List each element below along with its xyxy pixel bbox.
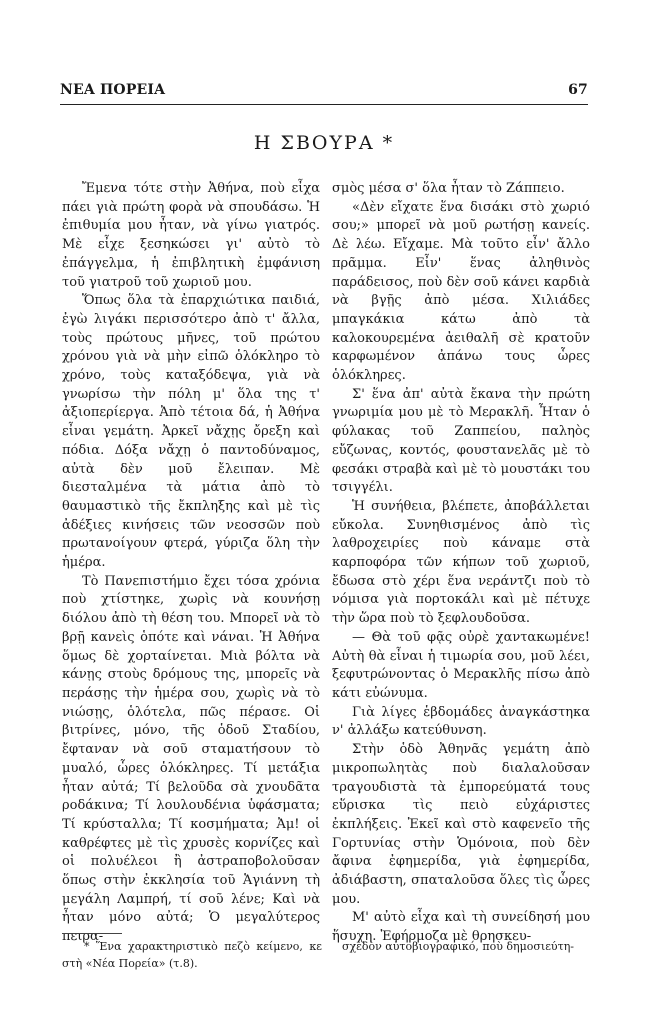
paragraph: Σ' ἕνα ἀπ' αὐτὰ ἔκανα τὴν πρώτη γνωριμία μου μὲ τὸ Μερακλῆ. Ἦταν ὁ φύλακας τοῦ Ζαππείου, παληὸς εὔζωνας, κοντός, φουστανελᾶς μὲ τὸ φεσάκι στραβὰ καὶ μὲ τὸ μουστάκι του τσιγγέλι.	[332, 386, 590, 496]
paragraph: Στὴν ὁδὸ Ἀθηνᾶς γεμάτη ἀπὸ μικροπωλητὰς ποὺ διαλαλοῦσαν τραγουδιστὰ τὰ ἐμπορεύματά τους εὕρισκα τὶς πειὸ εὐχάριστες ἐκπλήξεις. Ἐκεῖ καὶ στὸ καφενεῖο τῆς Γορτυνίας στὴν Ὁμόνοια, ποὺ δὲν ἄφινα ἐφημερίδα, γιὰ ἐφημερίδα, ἀδιάβαστη, σπαταλοῦσα ὅλες τὶς ὧρες μου.	[332, 742, 590, 907]
paragraph: σμὸς μέσα σ' ὅλα ἦταν τὸ Ζάππειο.	[332, 181, 565, 196]
footnote-left: * Ἕνα χαρακτηριστικὸ πεζὸ κείμενο, κε στὴ «Νέα Πορεία» (τ.8).	[62, 940, 322, 970]
right-column	[332, 180, 590, 947]
paragraph: Ἡ συνήθεια, βλέπετε, ἀποβάλλεται εὔκολα. Συνηθισμένος ἀπὸ τὶς λαθροχειρίες ποὺ κάναμε στὰ καρποφόρα τῶν κήπων τοῦ χωριοῦ, ἔδωσα στὸ χέρι ἕνα νεράντζι ποὺ τὸ νόμισα γιὰ πορτοκάλι καὶ μὲ πέτυχε τὴν ὥρα ποὺ τὸ ξεφλουδοῦσα.	[332, 498, 590, 627]
running-head	[60, 82, 588, 104]
paragraph: — Θὰ τοῦ φᾷς οὐρὲ χαντακωμένε! Αὐτὴ θὰ εἶναι ἡ τιμωρία σου, μοῦ λέει, ξεφυτρώνοντας ὁ Μερακλῆς πίσω ἀπὸ κάτι εὐώνυμα.	[332, 629, 590, 701]
footnote-rule	[62, 933, 122, 934]
paragraph: Ἔμενα τότε στὴν Ἀθήνα, ποὺ εἶχα πάει γιὰ πρώτη φορὰ νὰ σπουδάσω. Ἡ ἐπιθυμία μου ἦταν, νὰ γίνω γιατρός. Μὲ εἶχε ξεσηκώσει γι' αὐτὸ τὸ ἐπάγγελμα, ἡ ἐπιβλητικὴ ἐμφάνιση τοῦ γιατροῦ τοῦ χωριοῦ μου.	[62, 181, 320, 290]
paragraph: Τὸ Πανεπιστήμιο ἔχει τόσα χρόνια ποὺ χτίστηκε, χωρὶς νὰ κουνήσῃ διόλου ἀπὸ τὴ θέση του. Μπορεῖ νὰ τὸ βρῇ κανεὶς ὁπότε καὶ νάναι. Ἡ Ἀθήνα ὅμως δὲ χορταίνεται. Μιὰ βόλτα νὰ κάνῃς στοὺς δρόμους της, μπορεῖς νὰ περάσῃς τὴν ἡμέρα σου, χωρὶς νὰ τὸ νιώσῃς, ὁλότελα, πῶς πέρασε. Οἱ βιτρίνες, μόνο, τῆς ὁδοῦ Σταδίου, ἔφταναν νὰ σοῦ σταματήσουν τὸ μυαλό, ὧρες ὁλόκληρες. Τί μετάξια ἦταν αὐτά; Τί βελοῦδα σὰ χνουδᾶτα ροδάκινα; Τί λουλουδένια ὑφάσματα; Τί κρύσταλλα; Τί κοσμήματα; Ἀμ! οἱ καθρέφτες μὲ τὶς χρυσὲς κορνίζες καὶ οἱ πολυέλεοι ἢ ἀστραποβολοῦσαν ὅπως στὴν ἐκκλησία τοῦ Ἁγιάννη τὴ μεγάλη Λαμπρή, τί σοῦ λένε; Καὶ νὰ ἦταν μόνο αὐτά; Ὁ μεγαλύτερος πειρα-	[62, 573, 320, 945]
paragraph: Γιὰ λίγες ἑβδομάδες ἀναγκάστηκα ν' ἀλλάξω κατεύθυνση.	[332, 704, 590, 739]
journal-name: ΝΕΑ ΠΟΡΕΙΑ	[60, 82, 166, 98]
paragraph: Ὅπως ὅλα τὰ ἐπαρχιώτικα παιδιά, ἐγὼ λιγάκι περισσότερο ἀπὸ τ' ἄλλα, τοὺς πρώτους μῆνες, τοῦ πρώτου χρόνου γιὰ νὰ μὴν εἰπῶ ὁλόκληρο τὸ χρόνο, τοὺς καταξόδεψα, γιὰ νὰ γνωρίσω τὴν πόλη μ' ὅλα της τ' ἀξιοπερίεργα. Ἀπὸ τέτοια δά, ἡ Ἀθήνα εἶναι γεμάτη. Ἀρκεῖ νἄχῃς ὄρεξη καὶ πόδια. Δόξα νἄχῃ ὁ παντοδύναμος, αὐτὰ δὲν μοῦ ἔλειπαν. Μὲ διεσταλμένα τὰ μάτια ἀπὸ τὸ θαυμαστικὸ τῆς ἔκπληξης καὶ μὲ τὶς ἀδέξιες κινήσεις τῶν νεοσσῶν ποὺ πρωτανοίγουν φτερά, γύριζα ὅλη τὴν ἡμέρα.	[62, 293, 320, 571]
paragraph: Μ' αὐτὸ εἶχα καὶ τὴ συνείδησή μου ἥσυχη. Ἐφήρμοζα μὲ θρησκευ-	[332, 910, 590, 945]
page-number: 67	[568, 82, 588, 98]
paragraph: «Δὲν εἴχατε ἕνα δισάκι στὸ χωριό σου;» μπορεῖ νὰ μοῦ ρωτήσῃ κανείς. Δὲ λέω. Εἴχαμε. Μὰ τοῦτο εἶν' ἄλλο πρᾶμμα. Εἶν' ἕνας ἀληθινὸς παράδεισος, ποὺ δὲν σοῦ κάνει καρδιὰ νὰ βγῇς ἀπὸ μέσα. Χιλιάδες μπαγκάκια κάτω ἀπὸ τὰ καλοκουρεμένα ἀειθαλῆ σὲ κρατοῦν καρφωμένον ἀπάνω τους ὧρες ὁλόκληρες.	[332, 199, 590, 384]
footnote-right: σχεδὸν αὐτοβιογραφικό, ποὺ δημοσιεύτη-	[342, 940, 575, 953]
header-rule	[60, 104, 588, 105]
left-column	[62, 180, 320, 947]
story-title: Η ΣΒΟΥΡΑ *	[253, 132, 395, 154]
